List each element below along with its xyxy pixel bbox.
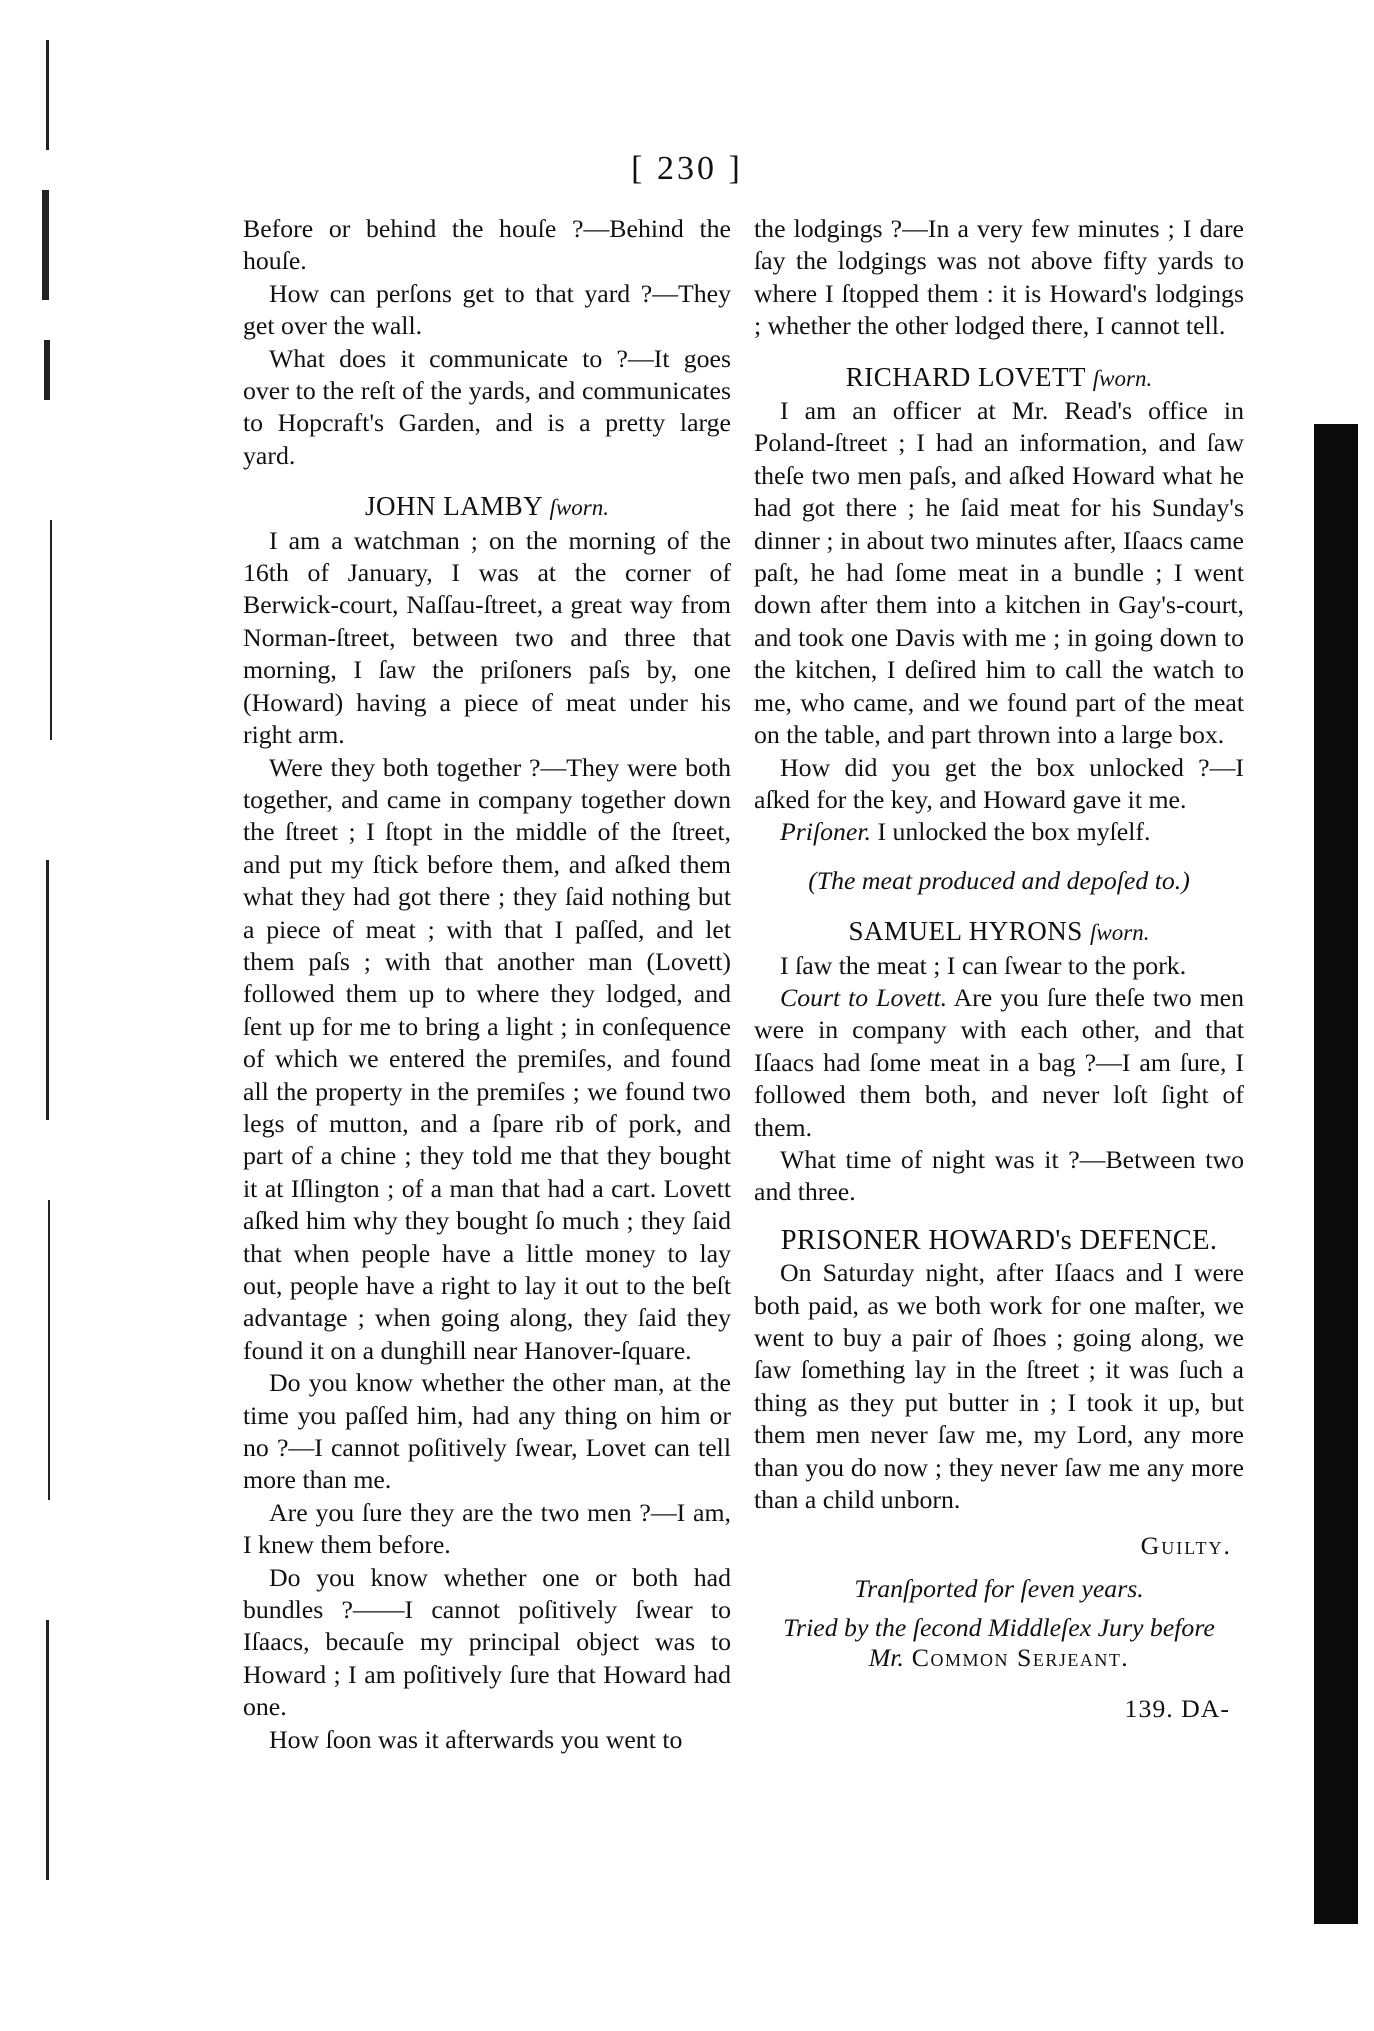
paragraph [754, 982, 1244, 1144]
paragraph: How ſoon was it afterwards you went to [269, 1724, 683, 1754]
paragraph: Before or behind the houſe ?—Behind the houſe. [243, 214, 731, 276]
page-edge-shadow [1314, 424, 1358, 1924]
page-number: [ 230 ] [631, 150, 743, 187]
speaker-label: Court to Lovett. [780, 982, 948, 1012]
witness-heading-hyrons [754, 915, 1244, 949]
binding-gutter-marks [22, 40, 82, 1940]
sworn-label: ſworn. [549, 495, 609, 521]
paragraph: Do you know whether the other man, at the time you paſſed him, had any thing on him or no ?—I cannot poſitively ſwear, Lovet can tell more than me. [243, 1368, 731, 1495]
paragraph: I am an officer at Mr. Read's office in Poland-ſtreet ; I had an information, and ſaw theſe two men paſs, and aſked Howard what he had got there ; he ſaid meat for his Sunday's dinner ; in about two minutes after, Iſaacs came paſt, he had ſome meat in a bundle ; I went down after them into a kitchen in Gay's-court, and took one Davis with me ; in going down to the kitchen, I deſired him to call the watch to me, who came, and we found part of the meat on the table, and part thrown into a large box. [754, 396, 1244, 750]
defence-heading: PRISONER HOWARD's DEFENCE. [780, 1224, 1218, 1256]
meat-produced-note: (The meat produced and depoſed to.) [808, 865, 1190, 895]
witness-name: JOHN LAMBY [365, 491, 543, 522]
sworn-label: ſworn. [1092, 365, 1153, 391]
paragraph: How can perſons get to that yard ?—They get over the wall. [243, 278, 731, 341]
common-serjeant: Common Serjeant. [903, 1643, 1130, 1673]
sworn-label: ſworn. [1090, 920, 1150, 946]
tried-line-1: Tried by the ſecond Middleſex Jury before [783, 1613, 1215, 1643]
paragraph [754, 816, 1244, 848]
right-column [754, 213, 1244, 1726]
speaker-label: Priſoner. [780, 817, 872, 847]
paragraph: What time of night was it ?—Between two and three. [754, 1144, 1244, 1207]
paragraph: Were they both together ?—They were both together, and came in company together down the ſtreet ; I ſtopt in the middle of the ſtreet, and put my ſtick before them, and aſked them what they had got there ; they ſaid nothing but a piece of meat ; with that I paſſed, and let them paſs ; with that another man (Lovett) followed them up to where they lodged, and ſent up for me to bring a light ; in conſequence of which we entered the premiſes, and found all the property in the premiſes ; we found two legs of mutton, and a ſpare rib of pork, and part of a chine ; they told me that they bought it at Iſlington ; of a man that had a cart. Lovett aſked him why they bought ſo much ; they ſaid that when people have a little money to lay out, people have a right to lay it out to the beſt advantage ; when going along, they ſaid they found it on a dunghill near Hanover-ſquare. [243, 752, 731, 1365]
catchword: 139. DA- [1124, 1694, 1230, 1724]
paragraph: On Saturday night, after Iſaacs and I were both paid, as we both work for one maſter, we went to buy a pair of ſhoes ; going along, we ſaw ſomething lay in the ſtreet ; it was ſuch a thing as they put butter in ; I took it up, but them men never ſaw me, my Lord, any more than you do now ; they never ſaw me any more than a child unborn. [754, 1258, 1244, 1515]
paragraph-text: Are you ſure theſe two men were in company with each other, and that Iſaacs had ſome meat in a bag ?—I am ſure, I followed them both, and never loſt ſight of them. [754, 982, 1244, 1142]
witness-name: RICHARD LOVETT [845, 361, 1086, 392]
paragraph: Are you ſure they are the two men ?—I am, I knew them before. [243, 1497, 731, 1560]
tried-by-note [754, 1613, 1244, 1673]
paragraph: I ſaw the meat ; I can ſwear to the pork. [780, 950, 1187, 980]
paragraph-text: I unlocked the box myſelf. [871, 817, 1151, 847]
tried-mr: Mr. [868, 1643, 904, 1673]
paragraph: I am a watchman ; on the morning of the 16th of January, I was at the corner of Berwick-court, Naſſau-ſtreet, a great way from Norman-ſtreet, between two and three that morning, I ſaw the priſoners paſs by, one (Howard) having a piece of meat under his right arm. [243, 525, 731, 750]
paragraph: How did you get the box unlocked ?—I aſked for the key, and Howard gave it me. [754, 752, 1244, 814]
sentence: Tranſported for ſeven years. [854, 1573, 1144, 1603]
paragraph: the lodgings ?—In a very few minutes ; I dare ſay the lodgings was not above fifty yards to where I ſtopped them : it is Howard's lodgings ; whether the other lodged there, I cannot tell. [754, 214, 1244, 341]
verdict: Guilty. [1140, 1531, 1232, 1561]
left-column [243, 213, 731, 1756]
tried-line-2 [754, 1643, 1244, 1673]
witness-heading-lovett [754, 361, 1244, 395]
paragraph: What does it communicate to ?—It goes over to the reſt of the yards, and communicates to Hopcraft's Garden, and is a pretty large yard. [243, 343, 731, 470]
witness-name: SAMUEL HYRONS [848, 916, 1083, 947]
paragraph: Do you know whether one or both had bundles ?——I cannot poſitively ſwear to Iſaacs, becauſe my principal object was to Howard ; I am poſitively ſure that Howard had one. [243, 1562, 731, 1722]
witness-heading-lamby [243, 490, 731, 524]
